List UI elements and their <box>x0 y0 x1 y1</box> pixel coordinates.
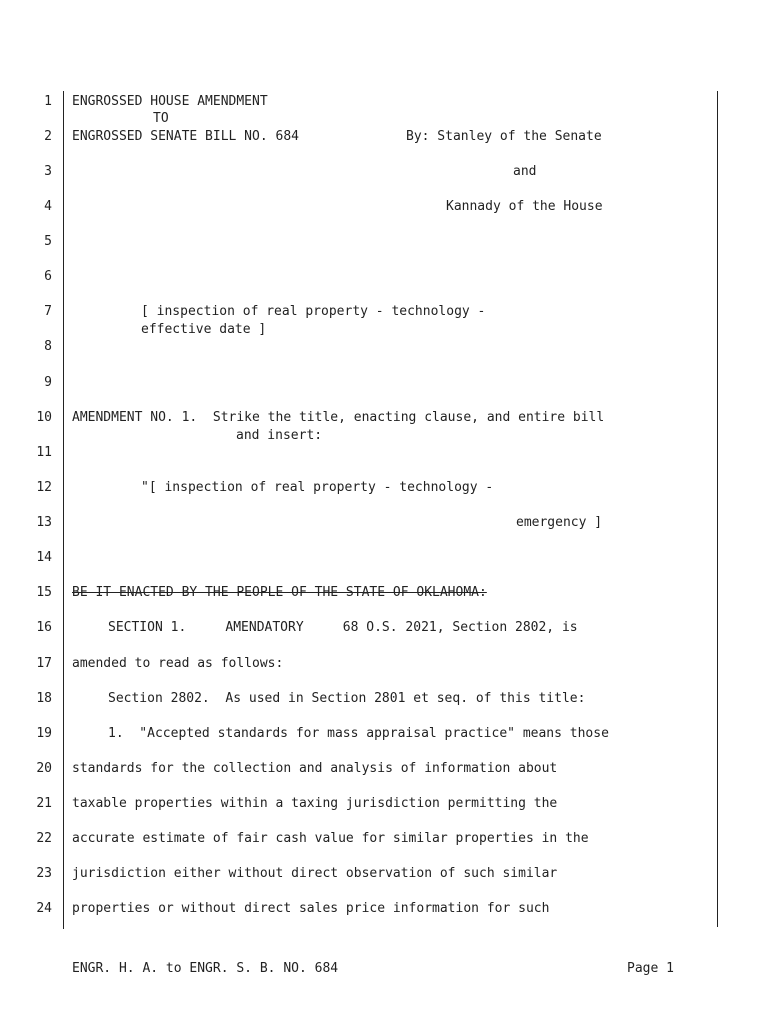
body-line: Section 2802. As used in Section 2801 et seq. of this title: <box>108 691 586 706</box>
body-line: properties or without direct sales price information for such <box>72 901 550 916</box>
line-number: 23 <box>36 866 52 881</box>
line-number: 2 <box>44 129 52 144</box>
line-number: 7 <box>44 304 52 319</box>
body-line: jurisdiction either without direct observation of such similar <box>72 866 558 881</box>
bill-title-line: effective date ] <box>141 322 267 337</box>
body-line: standards for the collection and analysis of information about <box>72 761 558 776</box>
line-number: 21 <box>36 796 52 811</box>
body-line: accurate estimate of fair cash value for similar properties in the <box>72 831 589 846</box>
line-number: 11 <box>36 445 52 460</box>
line-number: 16 <box>36 620 52 635</box>
line-number: 5 <box>44 234 52 249</box>
footer-page-number: Page 1 <box>627 961 674 976</box>
document-title: ENGROSSED HOUSE AMENDMENT <box>72 94 268 109</box>
body-line: 1. "Accepted standards for mass appraisal practice" means those <box>108 726 609 741</box>
line-number: 13 <box>36 515 52 530</box>
author-senate: By: Stanley of the Senate <box>406 129 602 144</box>
new-title-line: emergency ] <box>516 515 603 530</box>
section-heading: SECTION 1. AMENDATORY 68 O.S. 2021, Section 2802, is <box>108 620 578 635</box>
amendment-instruction: AMENDMENT NO. 1. Strike the title, enacting clause, and entire bill <box>72 410 605 425</box>
author-house: Kannady of the House <box>446 199 603 214</box>
line-number: 8 <box>44 339 52 354</box>
new-title-line: "[ inspection of real property - technology - <box>141 480 494 495</box>
footer-bill-reference: ENGR. H. A. to ENGR. S. B. NO. 684 <box>72 961 339 976</box>
line-number: 14 <box>36 550 52 565</box>
body-line: taxable properties within a taxing jurisdiction permitting the <box>72 796 558 811</box>
bill-title-line: [ inspection of real property - technology - <box>141 304 486 319</box>
right-margin-rule <box>717 91 718 927</box>
line-number: 3 <box>44 164 52 179</box>
line-number: 1 <box>44 94 52 109</box>
line-number: 10 <box>36 410 52 425</box>
line-number: 18 <box>36 691 52 706</box>
line-number: 9 <box>44 375 52 390</box>
line-number: 4 <box>44 199 52 214</box>
left-margin-rule <box>63 91 64 929</box>
document-title-connector: TO <box>153 111 169 126</box>
line-number: 17 <box>36 656 52 671</box>
line-number: 20 <box>36 761 52 776</box>
author-conjunction: and <box>513 164 537 179</box>
line-number: 24 <box>36 901 52 916</box>
line-number: 12 <box>36 480 52 495</box>
line-number: 22 <box>36 831 52 846</box>
line-number: 15 <box>36 585 52 600</box>
struck-enacting-clause: BE IT ENACTED BY THE PEOPLE OF THE STATE OF OKLAHOMA: <box>72 585 487 600</box>
bill-number: ENGROSSED SENATE BILL NO. 684 <box>72 129 299 144</box>
line-number: 6 <box>44 269 52 284</box>
body-line: amended to read as follows: <box>72 656 284 671</box>
line-number: 19 <box>36 726 52 741</box>
amendment-instruction-continued: and insert: <box>236 428 323 443</box>
